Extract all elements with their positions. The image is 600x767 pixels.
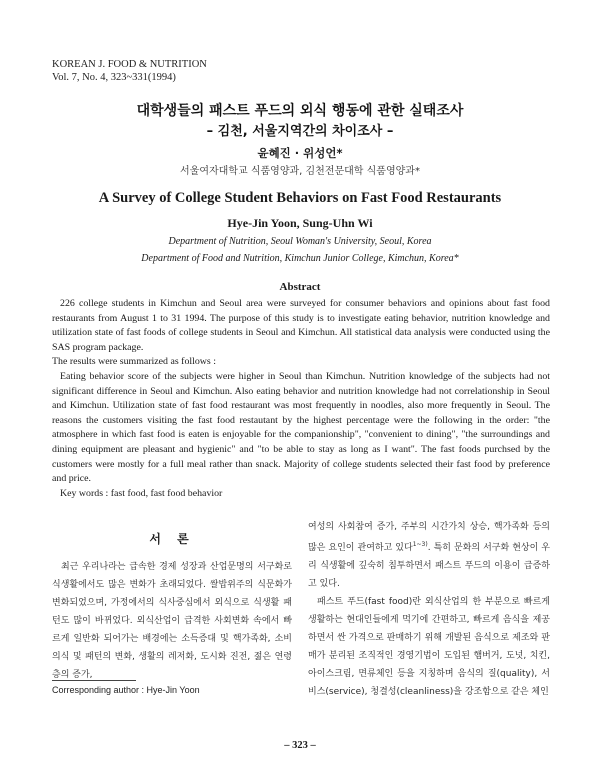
korean-title: 대학생들의 패스트 푸드의 외식 행동에 관한 실태조사 — [136, 103, 464, 119]
section-heading-introduction: 서 론 — [149, 532, 195, 546]
page-number: – 323 – — [284, 740, 316, 751]
corresponding-author: Corresponding author : Hye-Jin Yoon — [52, 685, 200, 695]
english-affiliation-2: Department of Food and Nutrition, Kimchun Junior College, Kimchun, Korea* — [141, 253, 459, 264]
footnote-rule — [52, 680, 136, 681]
abstract-paragraph-2: The results were summarized as follows : — [52, 356, 216, 368]
right-column — [308, 518, 550, 701]
korean-authors: 윤혜진 · 위성언* — [257, 146, 343, 160]
journal-name: KOREAN J. FOOD & NUTRITION — [52, 59, 207, 70]
english-affiliation-1: Department of Nutrition, Seoul Woman's University, Seoul, Korea — [168, 236, 432, 247]
abstract-body — [52, 297, 550, 501]
journal-volume: Vol. 7, No. 4, 323~331(1994) — [52, 72, 176, 83]
intro-right-text-a: 여성의 사회참여 증가, 주부의 시간가치 상승, 핵가족화 등의 많은 요인이 관여하고 있다 — [308, 522, 550, 553]
intro-left-paragraph: 최근 우리나라는 급속한 경제 성장과 산업문명의 서구화로 식생활에서도 많은 변화가 초래되었다. 쌀밥위주의 식문화가 변화되었으며, 가정에서의 식사중심에서 외식으로 식생활 패턴도 많이 바뀌었다. 외식산업이 급격한 사회변화 속에서 빠르게 일반화 되어가는 배경에는 소득증대 및 핵가족화, 소비의식 및 패턴의 변화, 생활의 레저화, 도시화 진전, 젊은 연령층의 증가, — [52, 562, 292, 680]
journal-header — [52, 58, 207, 84]
abstract-heading: Abstract — [279, 281, 321, 293]
intro-right-paragraph-2: 패스트 푸드(fast food)란 외식산업의 한 부분으로 빠르게 생활하는 현대인들에게 먹기에 간편하고, 빠르게 음식을 제공하면서 싼 가격으로 판매하기 위해 개발된 음식으로 제조와 판매가 분리된 조직적인 경영기법이 도입된 햄버거, 도넛, 치킨, 아이스크림, 면류체인 등을 지칭하며 음식의 질(quality), 서비스(service), 청결성(cleanliness)을 강조함으로 같은 체인 — [308, 597, 550, 697]
intro-right-paragraph-1 — [308, 518, 550, 593]
korean-subtitle: – 김천, 서울지역간의 차이조사 – — [206, 124, 394, 139]
keywords: Key words : fast food, fast food behavior — [60, 487, 223, 499]
intro-right-text-b: . 특히 문화의 서구화 현상이 우리 식생활에 깊숙히 침투하면서 패스트 푸드의 이용이 급증하고 있다. — [308, 543, 551, 589]
english-title: A Survey of College Student Behaviors on Fast Food Restaurants — [98, 190, 502, 206]
english-authors: Hye-Jin Yoon, Sung-Uhn Wi — [227, 216, 373, 230]
left-column — [52, 558, 292, 684]
abstract-paragraph-1: 226 college students in Kimchun and Seoul area were surveyed for consumer behaviors and opinions about fast food restaurants from August 1 to 31 1994. The purpose of this study is to investigate eating behavior, nutrition knowledge and utilization state of fast foods of college students in Seoul and Kimchun. All statistical data analysis were conducted using the SAS program package. — [52, 298, 550, 353]
abstract-paragraph-3: Eating behavior score of the subjects were higher in Seoul than Kimchun. Nutrition knowledge of the subjects had not significant difference in Seoul and Kimchun. Also eating behavior and nutrition knowledge had not correlationship in Seoul and Kimchun. Utilization state of fast food restaurant was most frequently in noodles, also more frequently in Seoul. The reasons the customers visiting the fast food restautant by the highest percentage were the following in the order: "the atmosphere in which fast food is eaten is enjoyable for the companionship", "convenient to dining", "the surroundings and dining equipment are pleasant and hygienic" and "to be able to stay as long as I want". The fast foods purchsed by the customers were mostly for a full meal rather than snack. Majority of college students selected their fast food by preference and price. — [52, 370, 550, 485]
citation-superscript: 1~3) — [412, 541, 428, 548]
korean-affiliation: 서울여자대학교 식품영양과, 김천전문대학 식품영양과* — [180, 166, 420, 177]
